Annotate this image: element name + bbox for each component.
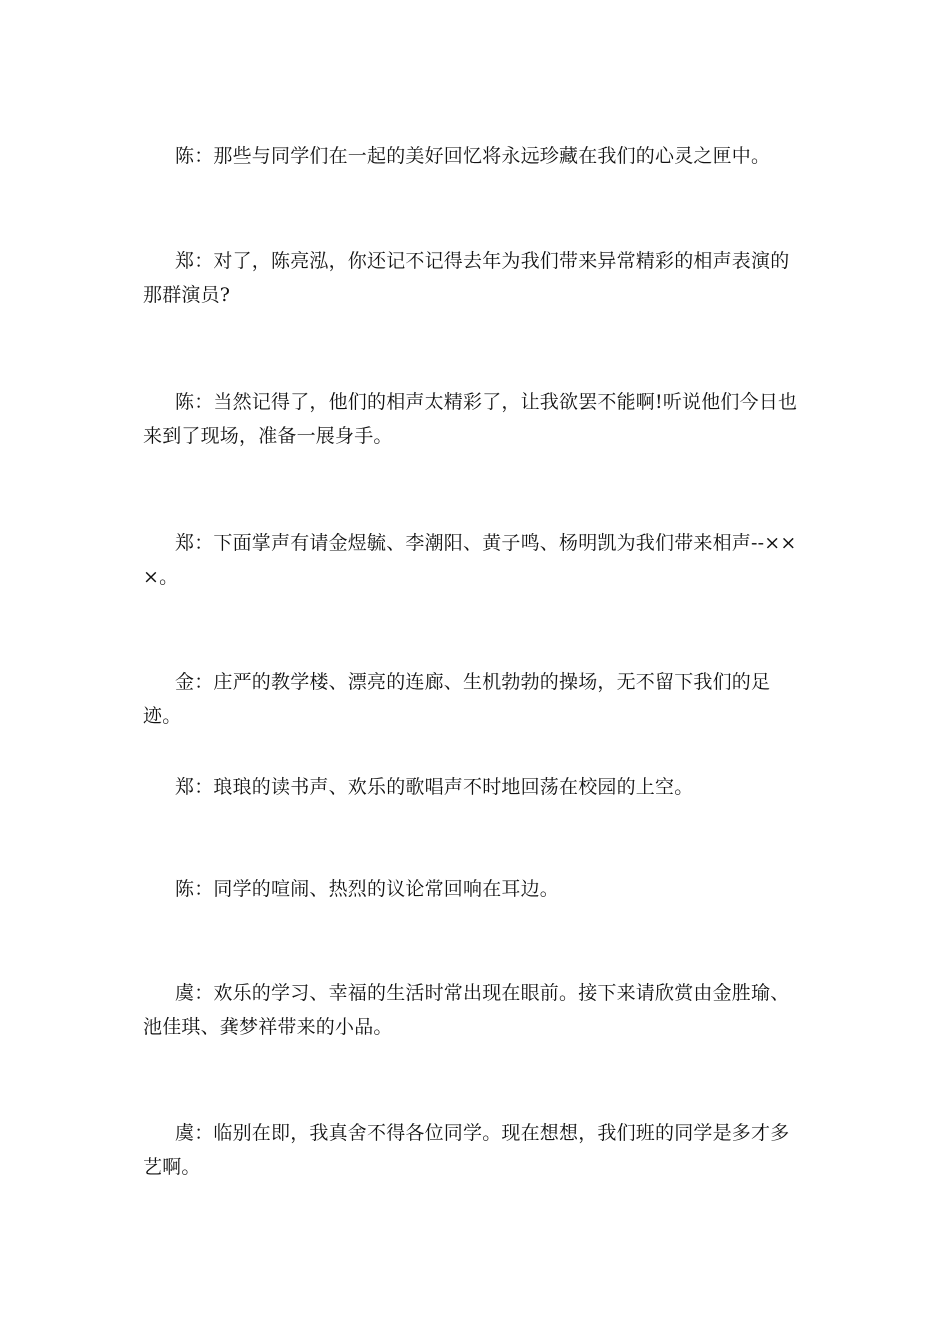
paragraph-6: 郑：琅琅的读书声、欢乐的歌唱声不时地回荡在校园的上空。 — [175, 776, 694, 798]
paragraph-3: 陈：当然记得了，他们的相声太精彩了，让我欲罢不能啊!听说他们今日也来到了现场，准备一展身手。 — [143, 391, 798, 447]
paragraph-7: 陈：同学的喧闹、热烈的议论常回响在耳边。 — [175, 878, 560, 900]
paragraph-4: 郑：下面掌声有请金煜毓、李潮阳、黄子鸣、杨明凯为我们带来相声--×××。 — [143, 532, 797, 588]
paragraph-9: 虞：临别在即，我真舍不得各位同学。现在想想，我们班的同学是多才多艺啊。 — [143, 1122, 790, 1178]
paragraph-8: 虞：欢乐的学习、幸福的生活时常出现在眼前。接下来请欣赏由金胜瑜、池佳琪、龚梦祥带来的小品。 — [143, 982, 790, 1038]
paragraph-1: 陈：那些与同学们在一起的美好回忆将永远珍藏在我们的心灵之匣中。 — [175, 145, 771, 167]
paragraph-2: 郑：对了，陈亮泓，你还记不记得去年为我们带来异常精彩的相声表演的那群演员? — [143, 250, 790, 306]
paragraph-5: 金：庄严的教学楼、漂亮的连廊、生机勃勃的操场，无不留下我们的足迹。 — [143, 671, 771, 727]
